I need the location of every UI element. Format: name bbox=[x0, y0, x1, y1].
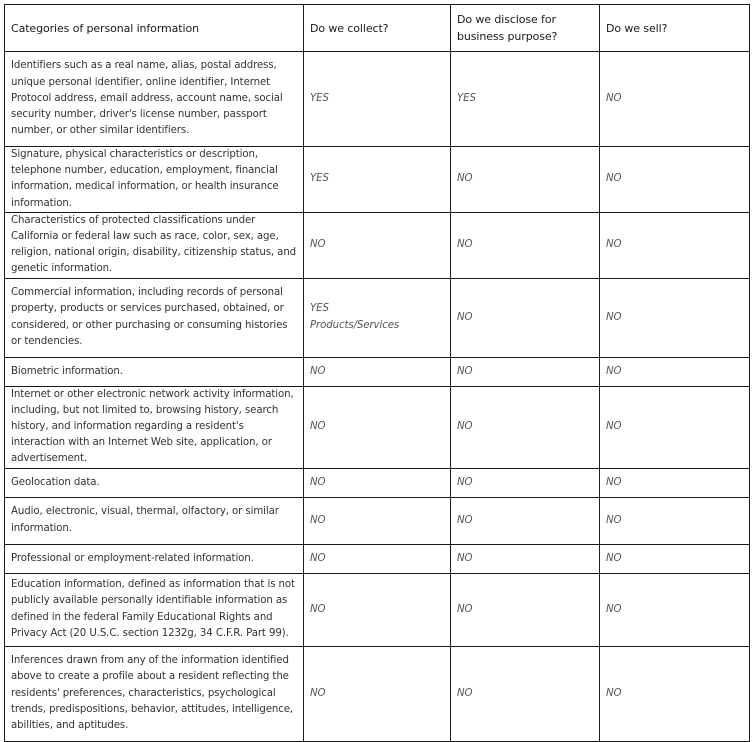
sell-cell: NO bbox=[600, 646, 750, 741]
header-collect: Do we collect? bbox=[304, 5, 451, 52]
category-cell: Characteristics of protected classifications under California or federal law such as race, color, sex, age, religion, national origin, disability, citizenship status, and genetic information. bbox=[5, 212, 304, 278]
header-sell: Do we sell? bbox=[600, 5, 750, 52]
sell-cell: NO bbox=[600, 468, 750, 497]
header-disclose: Do we disclose for business purpose? bbox=[451, 5, 600, 52]
disclose-cell: NO bbox=[451, 497, 600, 544]
sell-cell: NO bbox=[600, 52, 750, 147]
disclose-cell: YES bbox=[451, 52, 600, 147]
table-row bbox=[5, 52, 750, 147]
collect-cell: NO bbox=[304, 497, 451, 544]
sell-cell: NO bbox=[600, 573, 750, 646]
table-row bbox=[5, 646, 750, 741]
table-row bbox=[5, 278, 750, 357]
collect-note: Products/Services bbox=[310, 319, 400, 331]
collect-value: YES bbox=[310, 303, 329, 315]
sell-cell: NO bbox=[600, 147, 750, 213]
collect-cell: NO bbox=[304, 357, 451, 386]
disclose-cell: NO bbox=[451, 147, 600, 213]
collect-cell: YES bbox=[304, 147, 451, 213]
table-row bbox=[5, 147, 750, 213]
category-cell: Signature, physical characteristics or description, telephone number, education, employment, financial information, medical information, or health insurance information. bbox=[5, 147, 304, 213]
category-cell: Identifiers such as a real name, alias, postal address, unique personal identifier, online identifier, Internet Protocol address, email address, account name, social security number, driver's license number, passport number, or other similar identifiers. bbox=[5, 52, 304, 147]
disclose-cell: NO bbox=[451, 646, 600, 741]
disclose-cell: NO bbox=[451, 278, 600, 357]
disclose-cell: NO bbox=[451, 212, 600, 278]
collect-cell: YES bbox=[304, 52, 451, 147]
personal-information-table bbox=[4, 4, 750, 742]
collect-cell: NO bbox=[304, 573, 451, 646]
header-category: Categories of personal information bbox=[5, 5, 304, 52]
disclose-cell: NO bbox=[451, 573, 600, 646]
table-row bbox=[5, 497, 750, 544]
category-cell: Geolocation data. bbox=[5, 468, 304, 497]
table-row bbox=[5, 544, 750, 573]
table-row bbox=[5, 212, 750, 278]
disclose-cell: NO bbox=[451, 386, 600, 468]
collect-cell: NO bbox=[304, 386, 451, 468]
collect-cell: NO bbox=[304, 544, 451, 573]
disclose-cell: NO bbox=[451, 357, 600, 386]
category-cell: Education information, defined as information that is not publicly available personally identifiable information as defined in the federal Family Educational Rights and Privacy Act (20 U.S.C. section 1232g, 34 C.F.R. Part 99). bbox=[5, 573, 304, 646]
sell-cell: NO bbox=[600, 544, 750, 573]
category-cell: Audio, electronic, visual, thermal, olfactory, or similar information. bbox=[5, 497, 304, 544]
collect-cell: NO bbox=[304, 646, 451, 741]
disclose-cell: NO bbox=[451, 468, 600, 497]
category-cell: Professional or employment-related information. bbox=[5, 544, 304, 573]
table-row bbox=[5, 468, 750, 497]
sell-cell: NO bbox=[600, 212, 750, 278]
collect-cell: NO bbox=[304, 212, 451, 278]
disclose-cell: NO bbox=[451, 544, 600, 573]
category-cell: Inferences drawn from any of the information identified above to create a profile about a resident reflecting the residents' preferences, characteristics, psychological trends, predispositions, behavior, attitudes, intelligence, abilities, and aptitudes. bbox=[5, 646, 304, 741]
category-cell: Internet or other electronic network activity information, including, but not limited to, browsing history, search history, and information regarding a resident's interaction with an Internet Web site, application, or advertisement. bbox=[5, 386, 304, 468]
sell-cell: NO bbox=[600, 497, 750, 544]
category-cell: Commercial information, including records of personal property, products or services purchased, obtained, or considered, or other purchasing or consuming histories or tendencies. bbox=[5, 278, 304, 357]
table-row bbox=[5, 573, 750, 646]
collect-cell: NO bbox=[304, 468, 451, 497]
sell-cell: NO bbox=[600, 386, 750, 468]
table-row bbox=[5, 357, 750, 386]
header-row bbox=[5, 5, 750, 52]
sell-cell: NO bbox=[600, 278, 750, 357]
sell-cell: NO bbox=[600, 357, 750, 386]
category-cell: Biometric information. bbox=[5, 357, 304, 386]
table-row bbox=[5, 386, 750, 468]
collect-cell bbox=[304, 278, 451, 357]
